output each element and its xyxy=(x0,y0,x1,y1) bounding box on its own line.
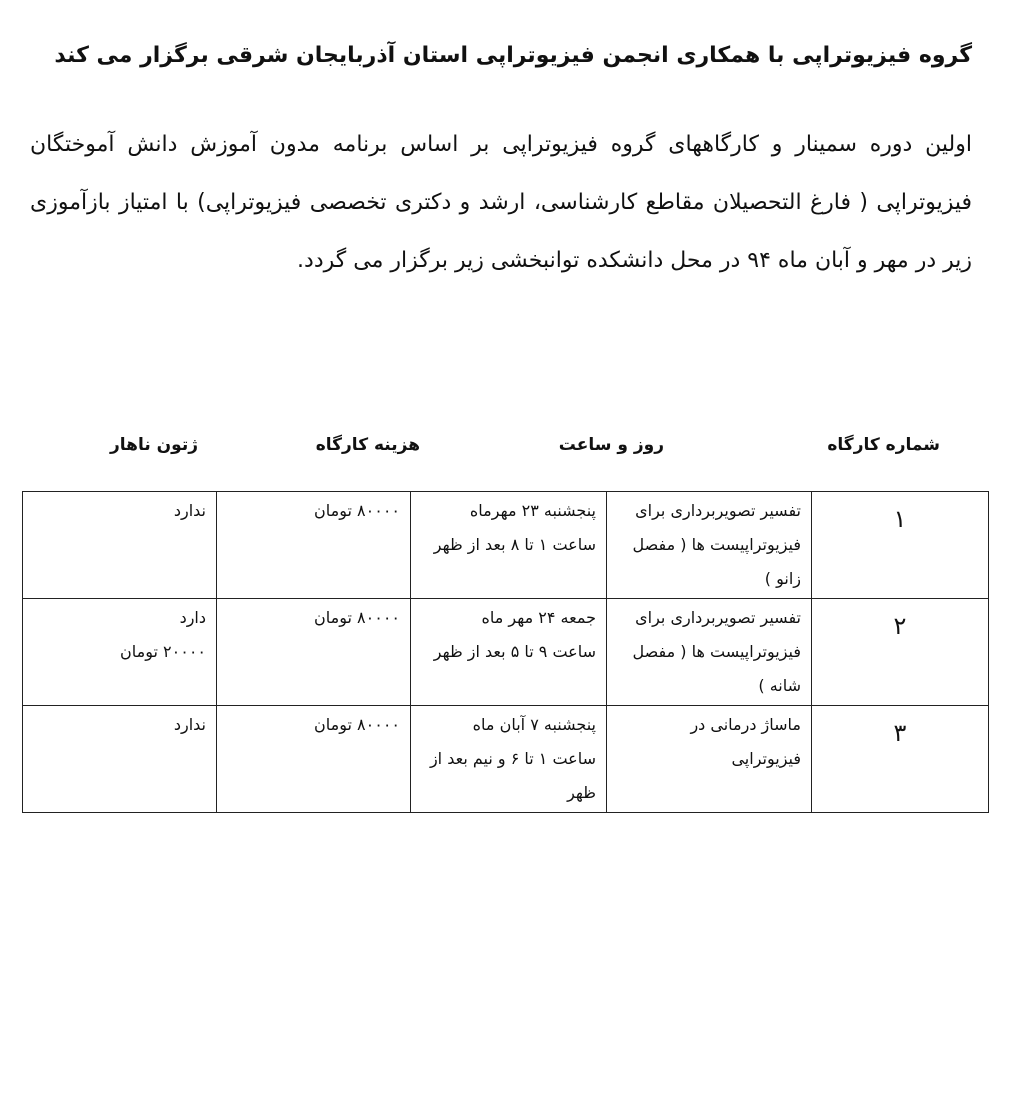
lunch-cell xyxy=(23,492,217,599)
lunch-status: ندارد xyxy=(173,715,206,734)
lunch-cell xyxy=(23,706,217,813)
header-lunch: ژتون ناهار xyxy=(110,435,198,455)
lunch-cell xyxy=(23,599,217,706)
lunch-status: ندارد xyxy=(173,501,206,520)
day-time-cell xyxy=(411,492,607,599)
workshop-table xyxy=(22,491,989,813)
time-text: ساعت ۱ تا ۸ بعد از ظهر xyxy=(433,535,596,554)
time-text: ساعت ۱ تا ۶ و نیم بعد از ظهر xyxy=(429,749,596,802)
announcement-paragraph: اولین دوره سمینار و کارگاههای گروه فیزیوتراپی بر اساس برنامه مدون آموزش دانش آموختگان فیزیوتراپی ( فارغ التحصیلان مقاطع کارشناسی، ارشد و دکتری تخصصی فیزیوتراپی) با امتیاز بازآموزی زیر در مهر و آبان ماه ۹۴ در محل دانشکده توانبخشی زیر برگزار می گردد. xyxy=(30,132,972,273)
day-text: پنجشنبه ۷ آبان ماه xyxy=(472,715,596,734)
table-row xyxy=(23,706,989,813)
cost-cell: ۸۰۰۰۰ تومان xyxy=(217,706,411,813)
header-day-time: روز و ساعت xyxy=(558,435,664,455)
workshop-title-cell: تفسیر تصویربرداری برای فیزیوتراپیست ها ( مفصل زانو ) xyxy=(607,492,812,599)
header-workshop-number: شماره کارگاه xyxy=(827,435,940,455)
cost-cell: ۸۰۰۰۰ تومان xyxy=(217,599,411,706)
cost-cell: ۸۰۰۰۰ تومان xyxy=(217,492,411,599)
table-header-row xyxy=(22,427,988,463)
workshop-title-cell: تفسیر تصویربرداری برای فیزیوتراپیست ها ( مفصل شانه ) xyxy=(607,599,812,706)
lunch-price: ۲۰۰۰۰ تومان xyxy=(120,642,206,661)
workshop-number-cell: ۱ xyxy=(812,492,989,599)
day-text: پنجشنبه ۲۳ مهرماه xyxy=(469,501,596,520)
lunch-status: دارد xyxy=(179,608,206,627)
day-time-cell xyxy=(411,599,607,706)
day-time-cell xyxy=(411,706,607,813)
workshop-title-cell: ماساژ درمانی در فیزیوتراپی xyxy=(607,706,812,813)
time-text: ساعت ۹ تا ۵ بعد از ظهر xyxy=(433,642,596,661)
announcement-heading: گروه فیزیوتراپی با همکاری انجمن فیزیوتراپی استان آذربایجان شرقی برگزار می کند xyxy=(54,43,972,68)
table-row xyxy=(23,492,989,599)
header-cost: هزینه کارگاه xyxy=(315,435,420,455)
day-text: جمعه ۲۴ مهر ماه xyxy=(481,608,596,627)
workshop-number-cell: ۳ xyxy=(812,706,989,813)
workshop-number-cell: ۲ xyxy=(812,599,989,706)
table-row xyxy=(23,599,989,706)
